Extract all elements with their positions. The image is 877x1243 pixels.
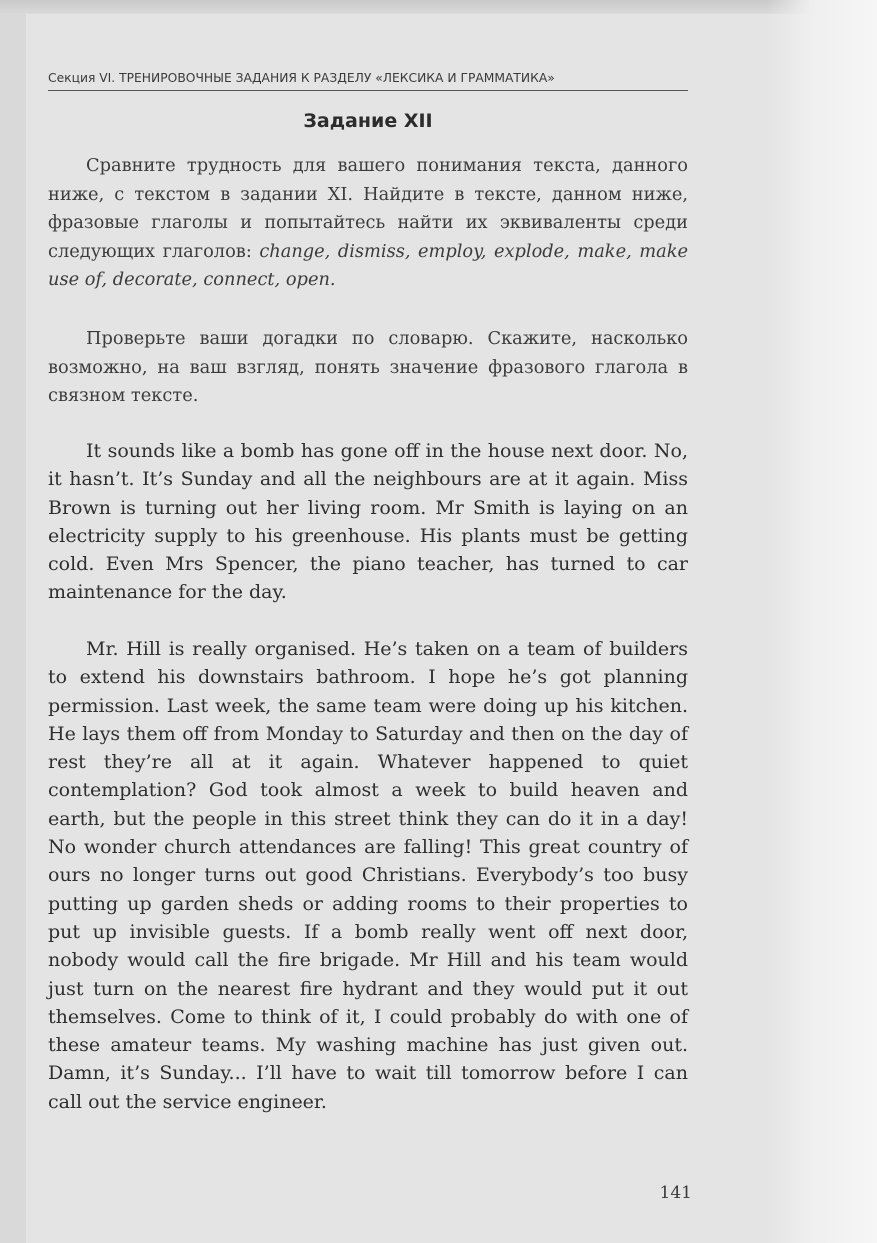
- instruction-paragraph-1: [48, 152, 688, 295]
- running-header: Секция VI. ТРЕНИРОВОЧНЫЕ ЗАДАНИЯ К РАЗДЕЛУ «ЛЕКСИКА И ГРАММАТИКА»: [48, 71, 688, 91]
- instruction-paragraph-2: Проверьте ваши догадки по словарю. Скажите, насколько возможно, на ваш взгляд, понять значение фразового глагола в связном тексте.: [48, 328, 688, 407]
- text-paragraph-1: It sounds like a bomb has gone off in the house next door. No, it hasn’t. It’s Sunday and all the neighbours are at it again. Miss Brown is turning out her living room. Mr Smith is laying on an electricity supply to his greenhouse. His plants must be getting cold. Even Mrs Spencer, the piano teacher, has turned to car maintenance for the day.: [48, 440, 688, 604]
- task-title: Задание XII: [303, 110, 433, 132]
- scan-top-edge: [0, 0, 877, 14]
- page-number: 141: [659, 1183, 692, 1203]
- verb-list: change, dismiss, employ, explode, make, make use of, decorate, connect, open.: [48, 240, 688, 291]
- instruction-text: Сравните трудность для вашего понимания текста, данного ниже, с текстом в задании XI. Найдите в тексте, данном ниже, фразовые глаголы и попытайтесь найти их эквиваленты среди следующих глаголов:: [48, 155, 688, 262]
- text-paragraph-2: Mr. Hill is really organised. He’s taken on a team of builders to extend his downstairs bathroom. I hope he’s got planning permission. Last week, the same team were doing up his kitchen. He lays them off from Monday to Saturday and then on the day of rest they’re all at it again. Whatever happened to quiet contemplation? God took almost a week to build heaven and earth, but the people in this street think they can do it in a day! No wonder church attendances are falling! This great country of ours no longer turns out good Christians. Everybody’s too busy putting up garden sheds or adding rooms to their properties to put up invisible guests. If a bomb really went off next door, nobody would call the fire brigade. Mr Hill and his team would just turn on the nearest fire hydrant and they would put it out themselves. Come to think of it, I could probably do with one of these amateur teams. My washing machine has just given out. Damn, it’s Sunday... I’ll have to wait till tomorrow before I can call out the service engineer.: [48, 638, 688, 1113]
- page-edge-shade: [767, 0, 877, 1243]
